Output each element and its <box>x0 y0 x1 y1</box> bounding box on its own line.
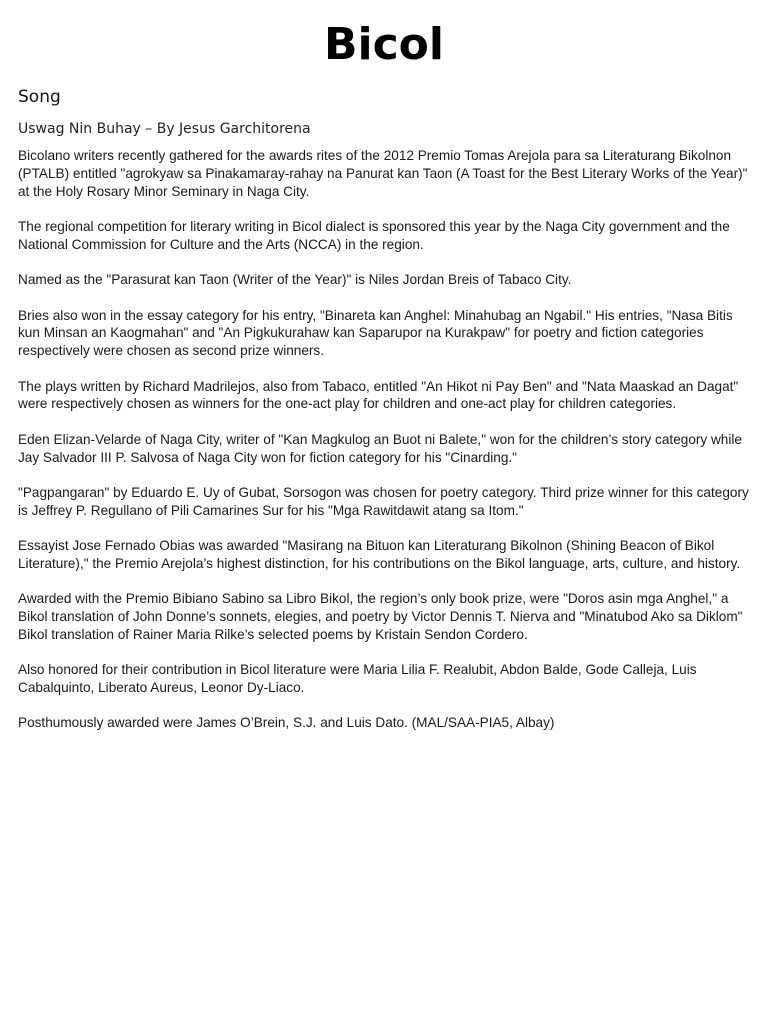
paragraph: Posthumously awarded were James O’Brein, S.J. and Luis Dato. (MAL/SAA-PIA5, Albay) <box>18 715 555 731</box>
page-title: Bicol <box>323 19 444 70</box>
article-body <box>18 147 752 750</box>
paragraph: Also honored for their contribution in Bicol literature were Maria Lilia F. Realubit, Abdon Balde, Gode Calleja, Luis Cabalquinto, Liberato Aureus, Leonor Dy-Liaco. <box>18 662 697 696</box>
paragraph: Eden Elizan-Velarde of Naga City, writer of "Kan Magkulog an Buot ni Balete," won for the children’s story category while Jay Salvador III P. Salvosa of Naga City won for fiction category for his "Cinarding." <box>18 431 742 465</box>
paragraph: The regional competition for literary writing in Bicol dialect is sponsored this year by the Naga City government and the National Commission for Culture and the Arts (NCCA) in the region. <box>18 218 730 252</box>
paragraph: Named as the "Parasurat kan Taon (Writer of the Year)" is Niles Jordan Breis of Tabaco City. <box>18 272 572 288</box>
paragraph: Bicolano writers recently gathered for the awards rites of the 2012 Premio Tomas Arejola para sa Literaturang Bikolnon (PTALB) entitled "agrokyaw sa Pinakamaray-rahay na Panurat kan Taon (A Toast for the Best Literary Works of the Year)" at the Holy Rosary Minor Seminary in Naga City. <box>18 148 748 199</box>
paragraph: Bries also won in the essay category for his entry, "Binareta kan Anghel: Minahubag an Ngabil." His entries, "Nasa Bitis kun Minsan an Kaogmahan" and "An Pigkukurahaw kan Saparupor na Kurakpaw" for poetry and fiction categories respectively were chosen as second prize winners. <box>18 307 733 359</box>
song-credit: Uswag Nin Buhay – By Jesus Garchitorena <box>18 121 311 137</box>
paragraph: "Pagpangaran" by Eduardo E. Uy of Gubat, Sorsogon was chosen for poetry category. Third prize winner for this category is Jeffrey P. Regullano of Pili Camarines Sur for his "Mga Rawitdawit atang sa Itom." <box>18 484 749 518</box>
paragraph: Essayist Jose Fernado Obias was awarded "Masirang na Bituon kan Literaturang Bikolnon (Shining Beacon of Bikol Literature)," the Premio Arejola’s highest distinction, for his contributions on the Bikol language, arts, culture, and history. <box>18 538 741 571</box>
paragraph: The plays written by Richard Madrilejos, also from Tabaco, entitled "An Hikot ni Pay Ben" and "Nata Maaskad an Dagat" were respectively chosen as winners for the one-act play for children and one-act play for children categories. <box>18 378 739 412</box>
paragraph: Awarded with the Premio Bibiano Sabino sa Libro Bikol, the region’s only book prize, were "Doros asin mga Anghel," a Bikol translation of John Donne’s sonnets, elegies, and poetry by Victor Dennis T. Nierva and "Minatubod Ako sa Diklom" Bikol translation of Rainer Maria Rilke’s selected poems by Kristain Sendon Cordero. <box>18 591 743 642</box>
section-heading: Song <box>18 87 61 107</box>
